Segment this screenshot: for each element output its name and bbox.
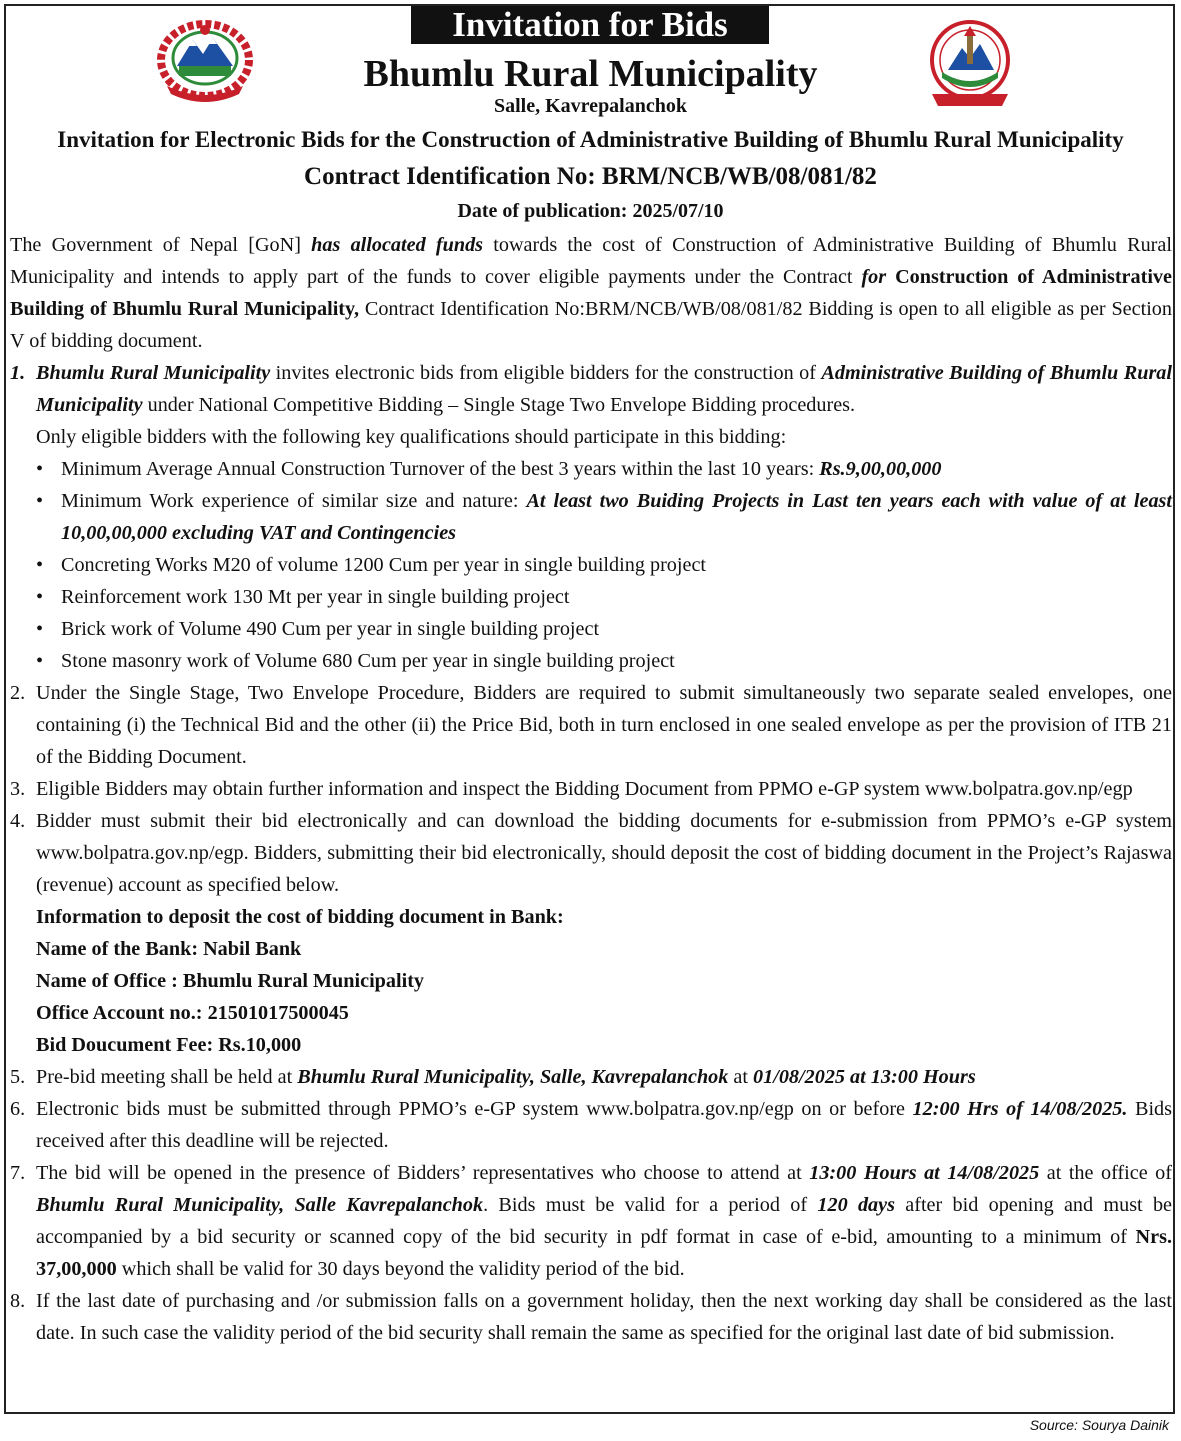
list-item-5	[10, 1061, 1172, 1093]
item-emphasis: Bhumlu Rural Municipality, Salle, Kavrepalanchok	[297, 1066, 729, 1088]
item-text: The bid will be opened in the presence of Bidders’ representatives who choose to attend at	[36, 1162, 810, 1184]
item-number: 7.	[10, 1162, 26, 1184]
list-item-3	[10, 773, 1172, 805]
notice-body	[10, 229, 1172, 1349]
intro-paragraph	[10, 229, 1172, 357]
item-emphasis: 12:00 Hrs of 14/08/2025.	[912, 1098, 1128, 1120]
publication-date: Date of publication: 2025/07/10	[457, 200, 724, 222]
account-number: Office Account no.: 21501017500045	[36, 1002, 349, 1024]
list-item-8	[10, 1285, 1172, 1349]
item-text: Bids received after this deadline will be rejected.	[36, 1098, 1172, 1152]
municipality-name: Bhumlu Rural Municipality	[363, 53, 818, 95]
qualification-item: • Brick work of Volume 490 Cum per year in single building project	[36, 613, 1172, 645]
item-text: invites electronic bids from eligible bidders for the construction of	[270, 362, 822, 384]
item-emphasis: Administrative Building of Bhumlu Rural Municipality	[36, 362, 1173, 416]
item-text: Concreting Works M20 of volume 1200 Cum per year in single building project	[61, 554, 707, 576]
intro-text: towards the cost of Construction of Administrative Building of Bhumlu Rural Municipality and intends to apply part of the funds to cover eligible payments under the Contract	[10, 234, 1172, 288]
item-emphasis: Nrs. 37,00,000	[36, 1226, 1172, 1280]
item-text: Brick work of Volume 490 Cum per year in single building project	[61, 618, 600, 640]
item-text: If the last date of purchasing and /or submission falls on a government holiday, then the next working day shall be considered as the last date. In such case the validity period of the bid security shall remain the same as specified for the original last date of bid submission.	[36, 1290, 1172, 1344]
item-number: 8.	[10, 1290, 26, 1312]
list-item-6	[10, 1093, 1172, 1157]
bid-subject: Invitation for Electronic Bids for the Construction of Administrative Building of Bhumlu Rural Municipality	[57, 127, 1124, 152]
qualification-item: • Minimum Average Annual Construction Turnover of the best 3 years within the last 10 years: Rs.9,00,00,000	[36, 458, 942, 480]
item-text: Pre-bid meeting shall be held at	[36, 1066, 298, 1088]
item-text: Electronic bids must be submitted through PPMO’s e-GP system www.bolpatra.gov.np/egp on or before	[36, 1098, 913, 1120]
item-text: Stone masonry work of Volume 680 Cum per year in single building project	[61, 650, 675, 672]
qualification-item: • Minimum Work experience of similar size and nature: At least two Buiding Projects in Last ten years each with value of at least 10,00,00,000 excluding VAT and Contingencies	[36, 490, 1172, 544]
document-fee: Bid Doucument Fee: Rs.10,000	[36, 1034, 302, 1056]
item-number: 5.	[10, 1066, 26, 1088]
municipality-location: Salle, Kavrepalanchok	[494, 95, 687, 117]
item-text: under National Competitive Bidding – Single Stage Two Envelope Bidding procedures.	[142, 394, 856, 416]
item-emphasis: Bhumlu Rural Municipality	[36, 362, 271, 384]
qualification-item: • Stone masonry work of Volume 680 Cum per year in single building project	[36, 645, 1172, 677]
qualification-intro: Only eligible bidders with the following key qualifications should participate in this bidding:	[36, 426, 787, 448]
office-name: Name of Office : Bhumlu Rural Municipality	[36, 970, 425, 992]
list-item-1	[10, 357, 1172, 677]
contract-id: Contract Identification No: BRM/NCB/WB/08/081/82	[304, 163, 877, 190]
intro-text: Contract Identification No:BRM/NCB/WB/08/081/82 Bidding is open to all eligible as per Section V of bidding document.	[10, 298, 1172, 352]
notice-title: Invitation for Bids	[411, 6, 769, 44]
item-text: which shall be valid for 30 days beyond the validity period of the bid.	[116, 1258, 685, 1280]
list-item-7	[10, 1157, 1172, 1285]
item-text: Reinforcement work 130 Mt per year in single building project	[61, 586, 570, 608]
item-number: 1.	[10, 362, 26, 384]
item-text: Minimum Work experience of similar size and nature:	[61, 490, 527, 512]
intro-emphasis: for	[861, 266, 887, 288]
qualification-item: • Reinforcement work 130 Mt per year in single building project	[36, 581, 1172, 613]
item-number: 2.	[10, 682, 26, 704]
item-emphasis: 01/08/2025 at 13:00 Hours	[753, 1066, 976, 1088]
item-text: . Bids must be valid for a period of	[483, 1194, 818, 1216]
source-credit: Source: Sourya Dainik	[1029, 1417, 1169, 1433]
qualification-list	[36, 453, 1172, 677]
intro-emphasis: has allocated funds	[311, 234, 484, 256]
item-emphasis: At least two Buiding Projects in Last ten years each with value of at least 10,00,00,000 excluding VAT and Contingencies	[61, 490, 1172, 544]
item-number: 6.	[10, 1098, 26, 1120]
qualification-item: • Concreting Works M20 of volume 1200 Cum per year in single building project	[36, 549, 1172, 581]
list-item-2	[10, 677, 1172, 773]
bank-name: Name of the Bank: Nabil Bank	[36, 938, 302, 960]
list-item-4	[10, 805, 1172, 1061]
item-number: 4.	[10, 810, 26, 832]
item-text: Eligible Bidders may obtain further information and inspect the Bidding Document from PPMO e-GP system www.bolpatra.gov.np/egp	[36, 778, 1133, 800]
item-text: after bid opening and must be accompanied by a bid security or scanned copy of the bid security in pdf format in case of e-bid, amounting to a minimum of	[36, 1194, 1173, 1248]
intro-emphasis: Construction of Administrative Building of Bhumlu Rural Municipality,	[10, 266, 1172, 320]
item-text: at the office of	[1039, 1162, 1172, 1184]
item-emphasis: 13:00 Hours at 14/08/2025	[809, 1162, 1040, 1184]
item-text: Under the Single Stage, Two Envelope Procedure, Bidders are required to submit simultaneously two separate sealed envelopes, one containing (i) the Technical Bid and the other (ii) the Price Bid, both in turn enclosed in one sealed envelope as per the provision of ITB 21 of the Bidding Document.	[36, 682, 1172, 768]
bank-info-title: Information to deposit the cost of bidding document in Bank:	[36, 906, 564, 928]
item-emphasis: Bhumlu Rural Municipality, Salle Kavrepalanchok	[36, 1194, 484, 1216]
item-emphasis: 120 days	[817, 1194, 895, 1216]
item-number: 3.	[10, 778, 26, 800]
item-text: Minimum Average Annual Construction Turnover of the best 3 years within the last 10 years:	[61, 458, 820, 480]
item-text: at	[728, 1066, 754, 1088]
item-emphasis: Rs.9,00,00,000	[819, 458, 942, 480]
item-text: Bidder must submit their bid electronically and can download the bidding documents for e-submission from PPMO’s e-GP system www.bolpatra.gov.np/egp. Bidders, submitting their bid electronically, should deposit the cost of bidding document in the Project’s Rajaswa (revenue) account as specified below.	[36, 810, 1172, 896]
intro-text: The Government of Nepal [GoN]	[10, 234, 312, 256]
